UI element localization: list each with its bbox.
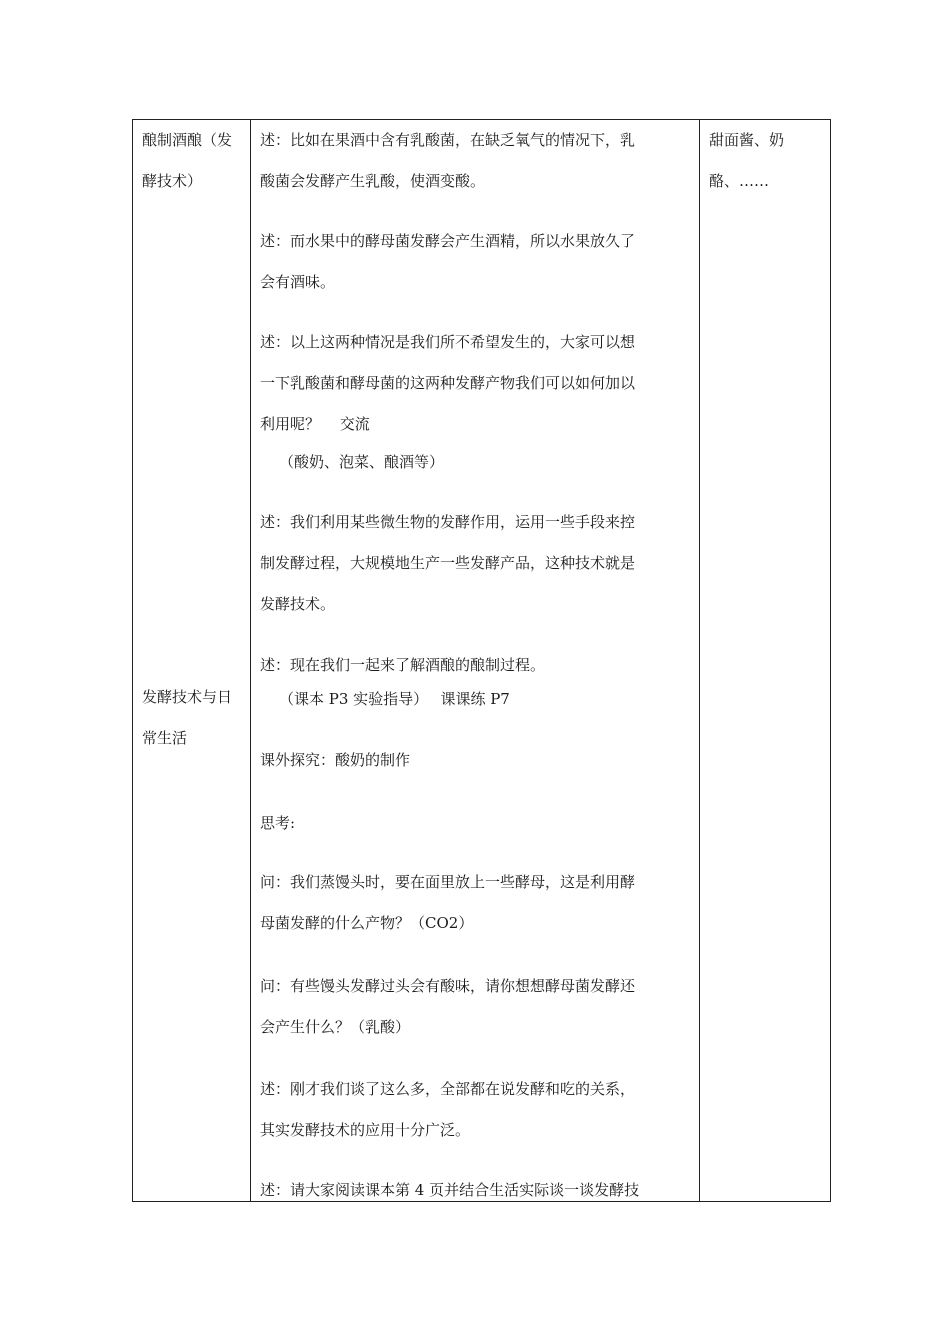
example-line: 酪、…… [709, 172, 770, 190]
paragraph [260, 966, 635, 1048]
paragraph-line: 酸菌会发酵产生乳酸，使酒变酸。 [260, 172, 486, 190]
paragraph-line: 问：我们蒸馒头时，要在面里放上一些酵母，这是利用酵 [260, 873, 636, 891]
topic-daily-life [142, 677, 232, 759]
topic-line: 常生活 [142, 729, 188, 747]
paragraph-line: 利用呢？ 交流 [260, 415, 370, 433]
paragraph-line: 述：而水果中的酵母菌发酵会产生酒精，所以水果放久了 [260, 232, 636, 250]
content-cell [251, 120, 700, 1202]
topic-line: 酵技术） [142, 172, 203, 190]
reference-note: （课本 P3 实验指导） 课课练 P7 [279, 690, 510, 708]
paragraph-line: 发酵技术。 [260, 595, 336, 613]
table-row [133, 120, 831, 1202]
paragraph-line: 问：有些馒头发酵过头会有酸味，请你想想酵母菌发酵还 [260, 977, 636, 995]
paragraph [260, 322, 635, 445]
content-body [251, 120, 700, 1201]
paragraph: 述：现在我们一起来了解酒酿的酿制过程。 [260, 656, 546, 674]
topic-cell [133, 120, 251, 1202]
paragraph-line: 母菌发酵的什么产物？（CO2） [260, 914, 474, 932]
paragraph: 思考: [260, 814, 296, 832]
paragraph-line: 其实发酵技术的应用十分广泛。 [260, 1121, 471, 1139]
paragraph-line: 一下乳酸菌和酵母菌的这两种发酵产物我们可以如何加以 [260, 374, 636, 392]
topic-line: 发酵技术与日 [142, 688, 233, 706]
paragraph-line: 述：我们利用某些微生物的发酵作用，运用一些手段来控 [260, 513, 636, 531]
paragraph-line: 会产生什么？（乳酸） [260, 1018, 411, 1036]
paragraph [260, 120, 635, 202]
paragraph-line: 制发酵过程，大规模地生产一些发酵产品，这种技术就是 [260, 554, 636, 572]
topic-line: 酿制酒酿（发 [142, 131, 233, 149]
paragraph: 课外探究：酸奶的制作 [260, 751, 411, 769]
paragraph-line: 述：以上这两种情况是我们所不希望发生的，大家可以想 [260, 333, 636, 351]
paragraph [260, 502, 635, 625]
example-text [709, 120, 784, 202]
example-cell [700, 120, 831, 1202]
paragraph [260, 862, 635, 944]
paragraph-line: 述：刚才我们谈了这么多，全部都在说发酵和吃的关系， [260, 1080, 636, 1098]
paragraph [260, 221, 635, 303]
example-line: 甜面酱、奶 [709, 131, 785, 149]
paragraph-line: 会有酒味。 [260, 273, 336, 291]
paragraph: 述：请大家阅读课本第 4 页并结合生活实际谈一谈发酵技 [260, 1181, 640, 1199]
lesson-table [132, 119, 831, 1202]
topic-brewing [142, 120, 232, 202]
paragraph-line: 述：比如在果酒中含有乳酸菌，在缺乏氧气的情况下，乳 [260, 131, 636, 149]
paragraph [260, 1069, 635, 1151]
answer-note: （酸奶、泡菜、酿酒等） [279, 453, 445, 471]
